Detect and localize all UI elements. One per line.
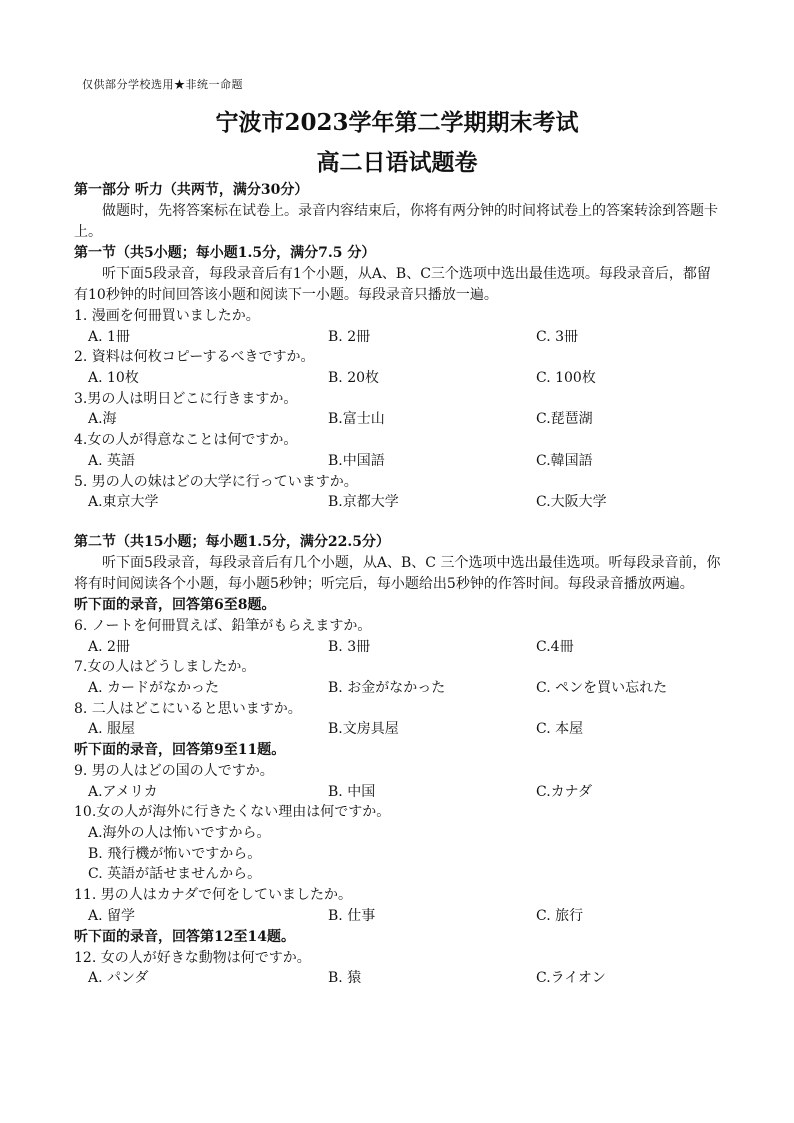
option-a: A.海 [88, 411, 117, 428]
option-c: C.韓国語 [536, 452, 593, 469]
option-c: C. 旅行 [536, 907, 584, 924]
option-c: C.4冊 [536, 638, 574, 655]
question-5-options [74, 492, 724, 513]
option-b: B. お金がなかった [328, 679, 446, 696]
option-c: C.琵琶湖 [536, 411, 593, 428]
question-8-options [74, 719, 724, 740]
option-a: A. 1冊 [88, 328, 130, 345]
option-b: B.富士山 [328, 411, 385, 428]
exam-body [74, 180, 724, 989]
question-9: 9. 男の人はどの国の人ですか。 [74, 763, 274, 779]
option-a: A. 英語 [88, 452, 136, 469]
question-5: 5. 男の人の妹はどの大学に行っていますか。 [74, 473, 358, 490]
question-2: 2. 資料は何枚コピーするべきですか。 [74, 349, 315, 366]
option-a: A. 10枚 [88, 370, 139, 387]
option-a: A.東京大学 [88, 494, 159, 511]
option-a: A. 留学 [88, 907, 136, 924]
option-c: C.カナダ [536, 783, 592, 800]
header-note: 仅供部分学校选用★非统一命题 [82, 78, 243, 91]
option-b: B. 仕事 [328, 907, 376, 924]
question-7-options [74, 678, 724, 699]
question-1-options [74, 327, 724, 348]
question-2-options [74, 368, 724, 389]
section1-heading: 第一节（共5小题；每小题1.5分，满分7.5 分） [74, 245, 376, 261]
part1-heading: 第一部分 听力（共两节，满分30分） [74, 182, 309, 198]
section1-instructions: 听下面5段录音，每段录音后有1个小题，从A、B、C三个选项中选出最佳选项。每段录音后，都留有10秒钟的时间回答该小题和阅读下一小题。每段录音只播放一遍。 [74, 266, 711, 303]
question-11-options [74, 906, 724, 927]
option-b: B. 猿 [328, 970, 362, 987]
option-c: C. 3冊 [536, 328, 579, 345]
group-heading-12-14: 听下面的录音，回答第12至14题。 [74, 928, 295, 945]
option-c: C.ライオン [536, 970, 606, 987]
option-a: A. パンダ [88, 970, 149, 987]
section2-heading: 第二节（共15小题；每小题1.5分，满分22.5分） [74, 533, 390, 550]
question-7: 7.女の人はどうしましたか。 [74, 659, 256, 676]
group-heading-9-11: 听下面的录音，回答第9至11题。 [74, 742, 286, 758]
question-11: 11. 男の人はカナダで何をしていましたか。 [74, 887, 353, 904]
option-b: B.文房具屋 [328, 721, 399, 738]
exam-title: 宁波市2023学年第二学期期末考试 [215, 109, 579, 136]
question-4-options [74, 451, 724, 472]
question-9-options [74, 782, 724, 803]
part1-instructions: 做题时，先将答案标在试卷上。录音内容结束后，你将有两分钟的时间将试卷上的答案转涂到答题卡上。 [74, 203, 718, 240]
option-c: C. 英語が話せませんから。 [88, 866, 262, 883]
question-8: 8. 二人はどこにいると思いますか。 [74, 700, 302, 717]
option-b: B.京都大学 [328, 494, 399, 511]
group-heading-6-8: 听下面的录音，回答第6至8题。 [74, 596, 276, 613]
question-4: 4.女の人が得意なことは何ですか。 [74, 432, 298, 449]
question-12: 12. 女の人が好きな動物は何ですか。 [74, 949, 311, 966]
option-b: B. 3冊 [328, 638, 371, 655]
question-6-options [74, 637, 724, 658]
option-c: C. ペンを買い忘れた [536, 679, 668, 696]
option-a: A.アメリカ [88, 783, 158, 800]
option-a: A. 服屋 [88, 721, 136, 738]
question-3-options [74, 409, 724, 430]
option-b: B.中国語 [328, 452, 385, 469]
option-b: B. 飛行機が怖いですから。 [88, 845, 262, 862]
option-a: A.海外の人は怖いですから。 [88, 825, 271, 842]
question-10: 10.女の人が海外に行きたくない理由は何ですか。 [74, 804, 391, 821]
section2-instructions: 听下面5段录音，每段录音后有几个小题，从A、B、C 三个选项中选出最佳选项。听每段录音前，你将有时间阅读各个小题，每小题5秒钟；听完后，每小题给出5秒钟的作答时间。每段录音播放两遍。 [74, 554, 721, 592]
option-a: A. 2冊 [88, 638, 130, 655]
option-c: C. 100枚 [536, 370, 596, 387]
option-c: C.大阪大学 [536, 494, 607, 511]
option-a: A. カードがなかった [88, 679, 220, 696]
question-1: 1. 漫画を何冊買いましたか。 [74, 308, 260, 324]
question-12-options [74, 968, 724, 989]
question-3: 3.男の人は明日どこに行きますか。 [74, 390, 298, 407]
exam-subtitle: 高二日语试题卷 [316, 149, 478, 176]
option-c: C. 本屋 [536, 721, 584, 738]
question-6: 6. ノートを何冊買えば、鉛筆がもらえますか。 [74, 617, 372, 634]
option-b: B. 2冊 [328, 328, 371, 345]
option-b: B. 20枚 [328, 370, 380, 387]
option-b: B. 中国 [328, 783, 376, 800]
